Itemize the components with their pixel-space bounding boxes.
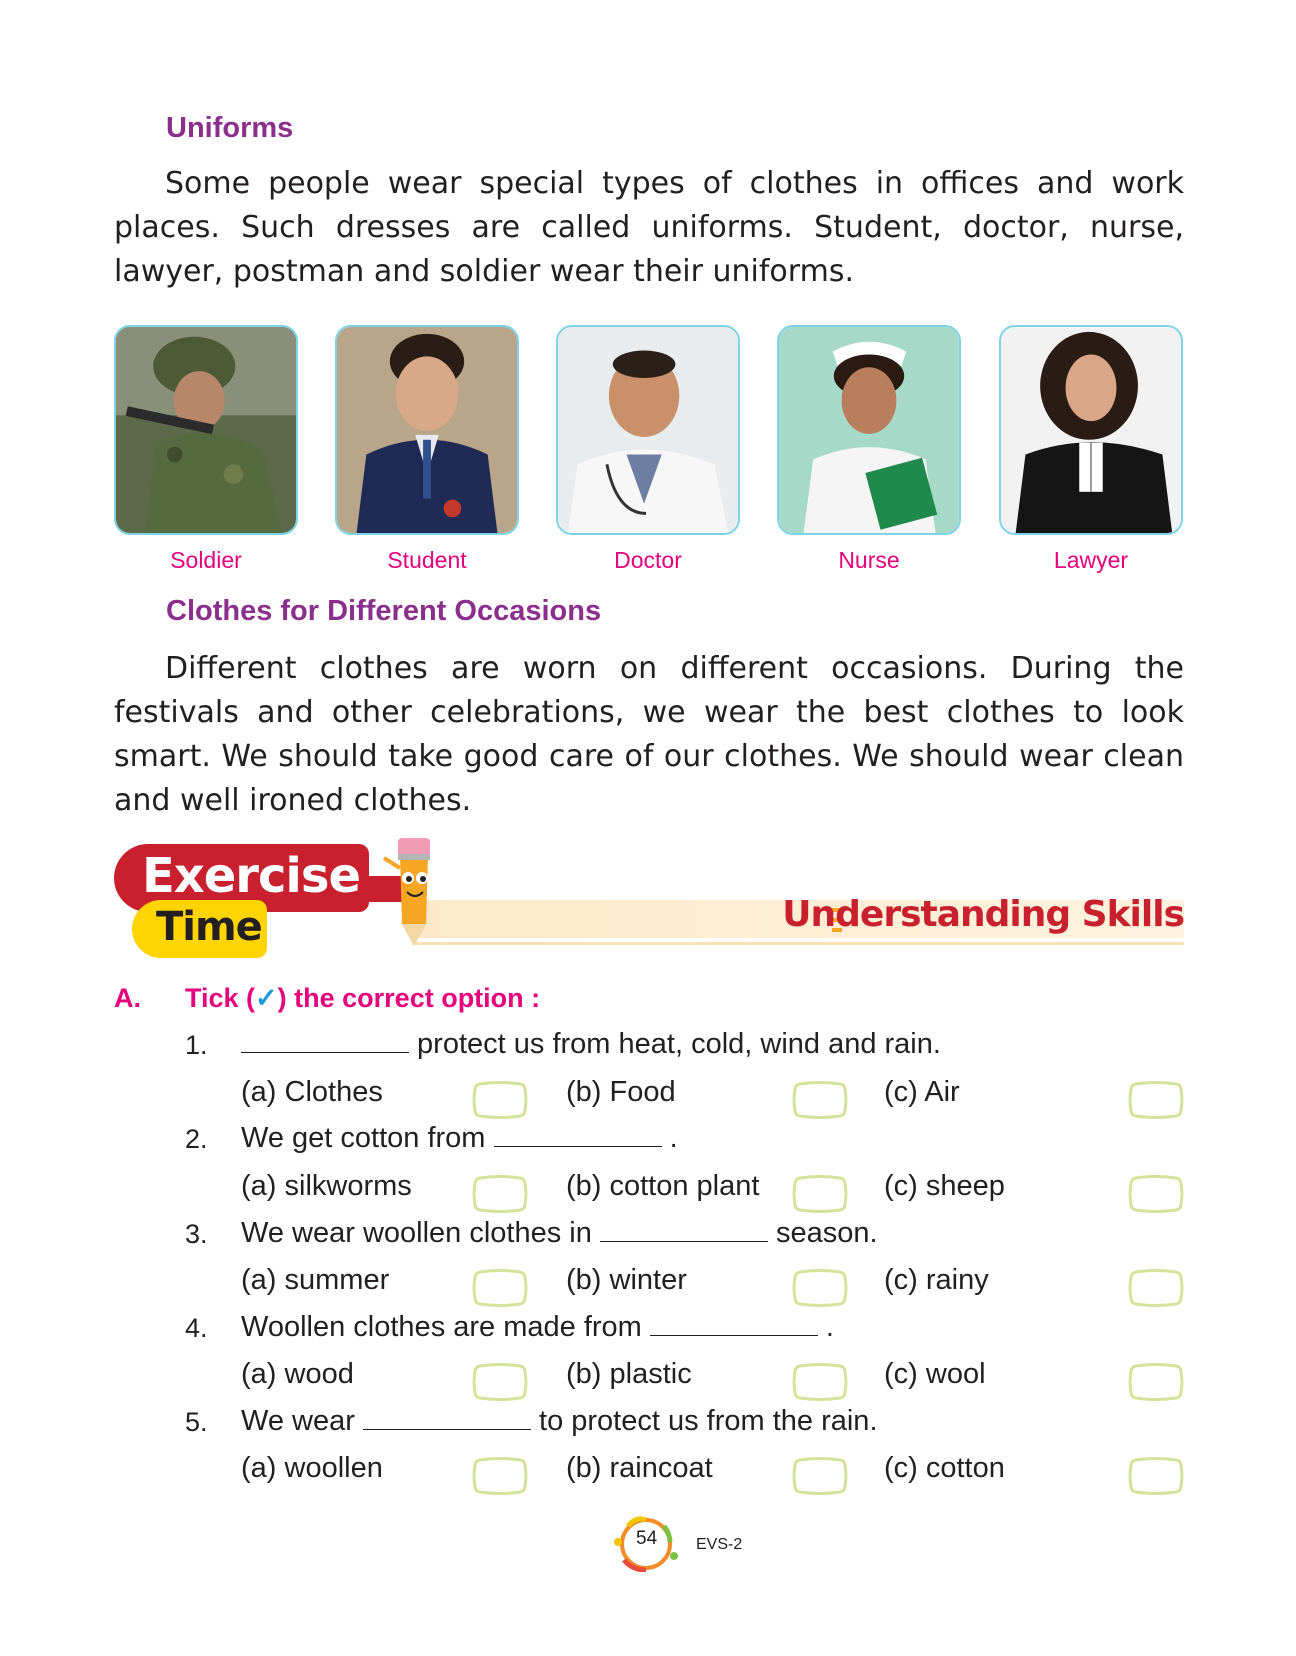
option-label: (b) Food <box>566 1076 676 1108</box>
exercise-label: Exercise <box>142 848 361 904</box>
option-label: (a) silkworms <box>241 1170 412 1202</box>
option-label: (b) cotton plant <box>566 1170 760 1202</box>
exercise-letter: A. <box>114 983 141 1013</box>
tick-box-q1-opt2[interactable] <box>792 1080 848 1120</box>
photo-lawyer <box>999 325 1183 535</box>
question-number: 1. <box>185 1030 208 1060</box>
caption-student: Student <box>387 547 467 573</box>
question-text: We wear woollen clothes in season. <box>241 1217 878 1249</box>
tick-box-q3-opt1[interactable] <box>472 1268 528 1308</box>
option-label: (b) raincoat <box>566 1452 713 1484</box>
page-footer <box>606 1512 746 1572</box>
tick-box-q1-opt1[interactable] <box>472 1080 528 1120</box>
page-number: 54 <box>636 1528 658 1549</box>
answer-blank <box>650 1313 818 1336</box>
section-heading-occasions: Clothes for Different Occasions <box>166 595 602 627</box>
option-label: (c) rainy <box>884 1264 989 1296</box>
tick-box-q4-opt1[interactable] <box>472 1362 528 1402</box>
answer-blank <box>241 1030 409 1053</box>
tick-box-q5-opt2[interactable] <box>792 1456 848 1496</box>
occasions-paragraph: Different clothes are worn on different occasions. During the festivals and other celebrations, we wear the best clothes to look smart. We should take good care of our clothes. We should wear clean and well ironed clothes. <box>114 651 1184 818</box>
photo-doctor <box>556 325 740 535</box>
tick-box-q2-opt1[interactable] <box>472 1174 528 1214</box>
answer-blank <box>600 1219 768 1242</box>
tick-box-q4-opt2[interactable] <box>792 1362 848 1402</box>
caption-nurse: Nurse <box>838 547 900 573</box>
time-label: Time <box>156 904 262 950</box>
tick-box-q5-opt3[interactable] <box>1128 1456 1184 1496</box>
understanding-skills-label: Understanding Skills <box>782 894 1184 935</box>
option-label: (c) sheep <box>884 1170 1005 1202</box>
uniform-photo-row <box>114 325 1184 575</box>
question-number: 2. <box>185 1124 208 1154</box>
banner-rule <box>414 942 1184 945</box>
section-heading-uniforms: Uniforms <box>166 112 294 144</box>
tick-box-q4-opt3[interactable] <box>1128 1362 1184 1402</box>
tick-box-q3-opt3[interactable] <box>1128 1268 1184 1308</box>
option-label: (c) Air <box>884 1076 960 1108</box>
question-number: 4. <box>185 1313 208 1343</box>
question-number: 5. <box>185 1407 208 1437</box>
question-text: We get cotton from . <box>241 1122 678 1154</box>
tick-box-q2-opt3[interactable] <box>1128 1174 1184 1214</box>
question-text: We wear to protect us from the rain. <box>241 1405 878 1437</box>
pencil-mascot-icon <box>382 828 446 948</box>
answer-blank <box>494 1124 662 1147</box>
option-label: (a) wood <box>241 1358 354 1390</box>
tick-box-q1-opt3[interactable] <box>1128 1080 1184 1120</box>
question-text: protect us from heat, cold, wind and rain. <box>241 1028 941 1061</box>
question-number: 3. <box>185 1219 208 1249</box>
book-code: EVS-2 <box>696 1536 743 1553</box>
exercise-instruction: Tick (✓) the correct option : <box>185 983 541 1013</box>
tick-box-q5-opt1[interactable] <box>472 1456 528 1496</box>
option-label: (a) summer <box>241 1264 390 1296</box>
option-label: (a) woollen <box>241 1452 383 1484</box>
answer-blank <box>363 1407 531 1430</box>
photo-student <box>335 325 519 535</box>
caption-soldier: Soldier <box>170 547 242 573</box>
option-label: (c) cotton <box>884 1452 1005 1484</box>
option-label: (b) plastic <box>566 1358 692 1390</box>
caption-lawyer: Lawyer <box>1053 547 1129 573</box>
photo-nurse <box>777 325 961 535</box>
caption-doctor: Doctor <box>614 547 682 573</box>
tick-box-q2-opt2[interactable] <box>792 1174 848 1214</box>
question-text: Woollen clothes are made from . <box>241 1311 834 1343</box>
tick-box-q3-opt2[interactable] <box>792 1268 848 1308</box>
option-label: (c) wool <box>884 1358 986 1390</box>
exercise-banner <box>114 836 1184 976</box>
photo-soldier <box>114 325 298 535</box>
tick-icon: ✓ <box>255 983 278 1013</box>
uniforms-paragraph: Some people wear special types of clothes in offices and work places. Such dresses are called uniforms. Student, doctor, nurse, lawyer, postman and soldier wear their uniforms. <box>114 166 1184 289</box>
option-label: (b) winter <box>566 1264 687 1296</box>
option-label: (a) Clothes <box>241 1076 383 1108</box>
